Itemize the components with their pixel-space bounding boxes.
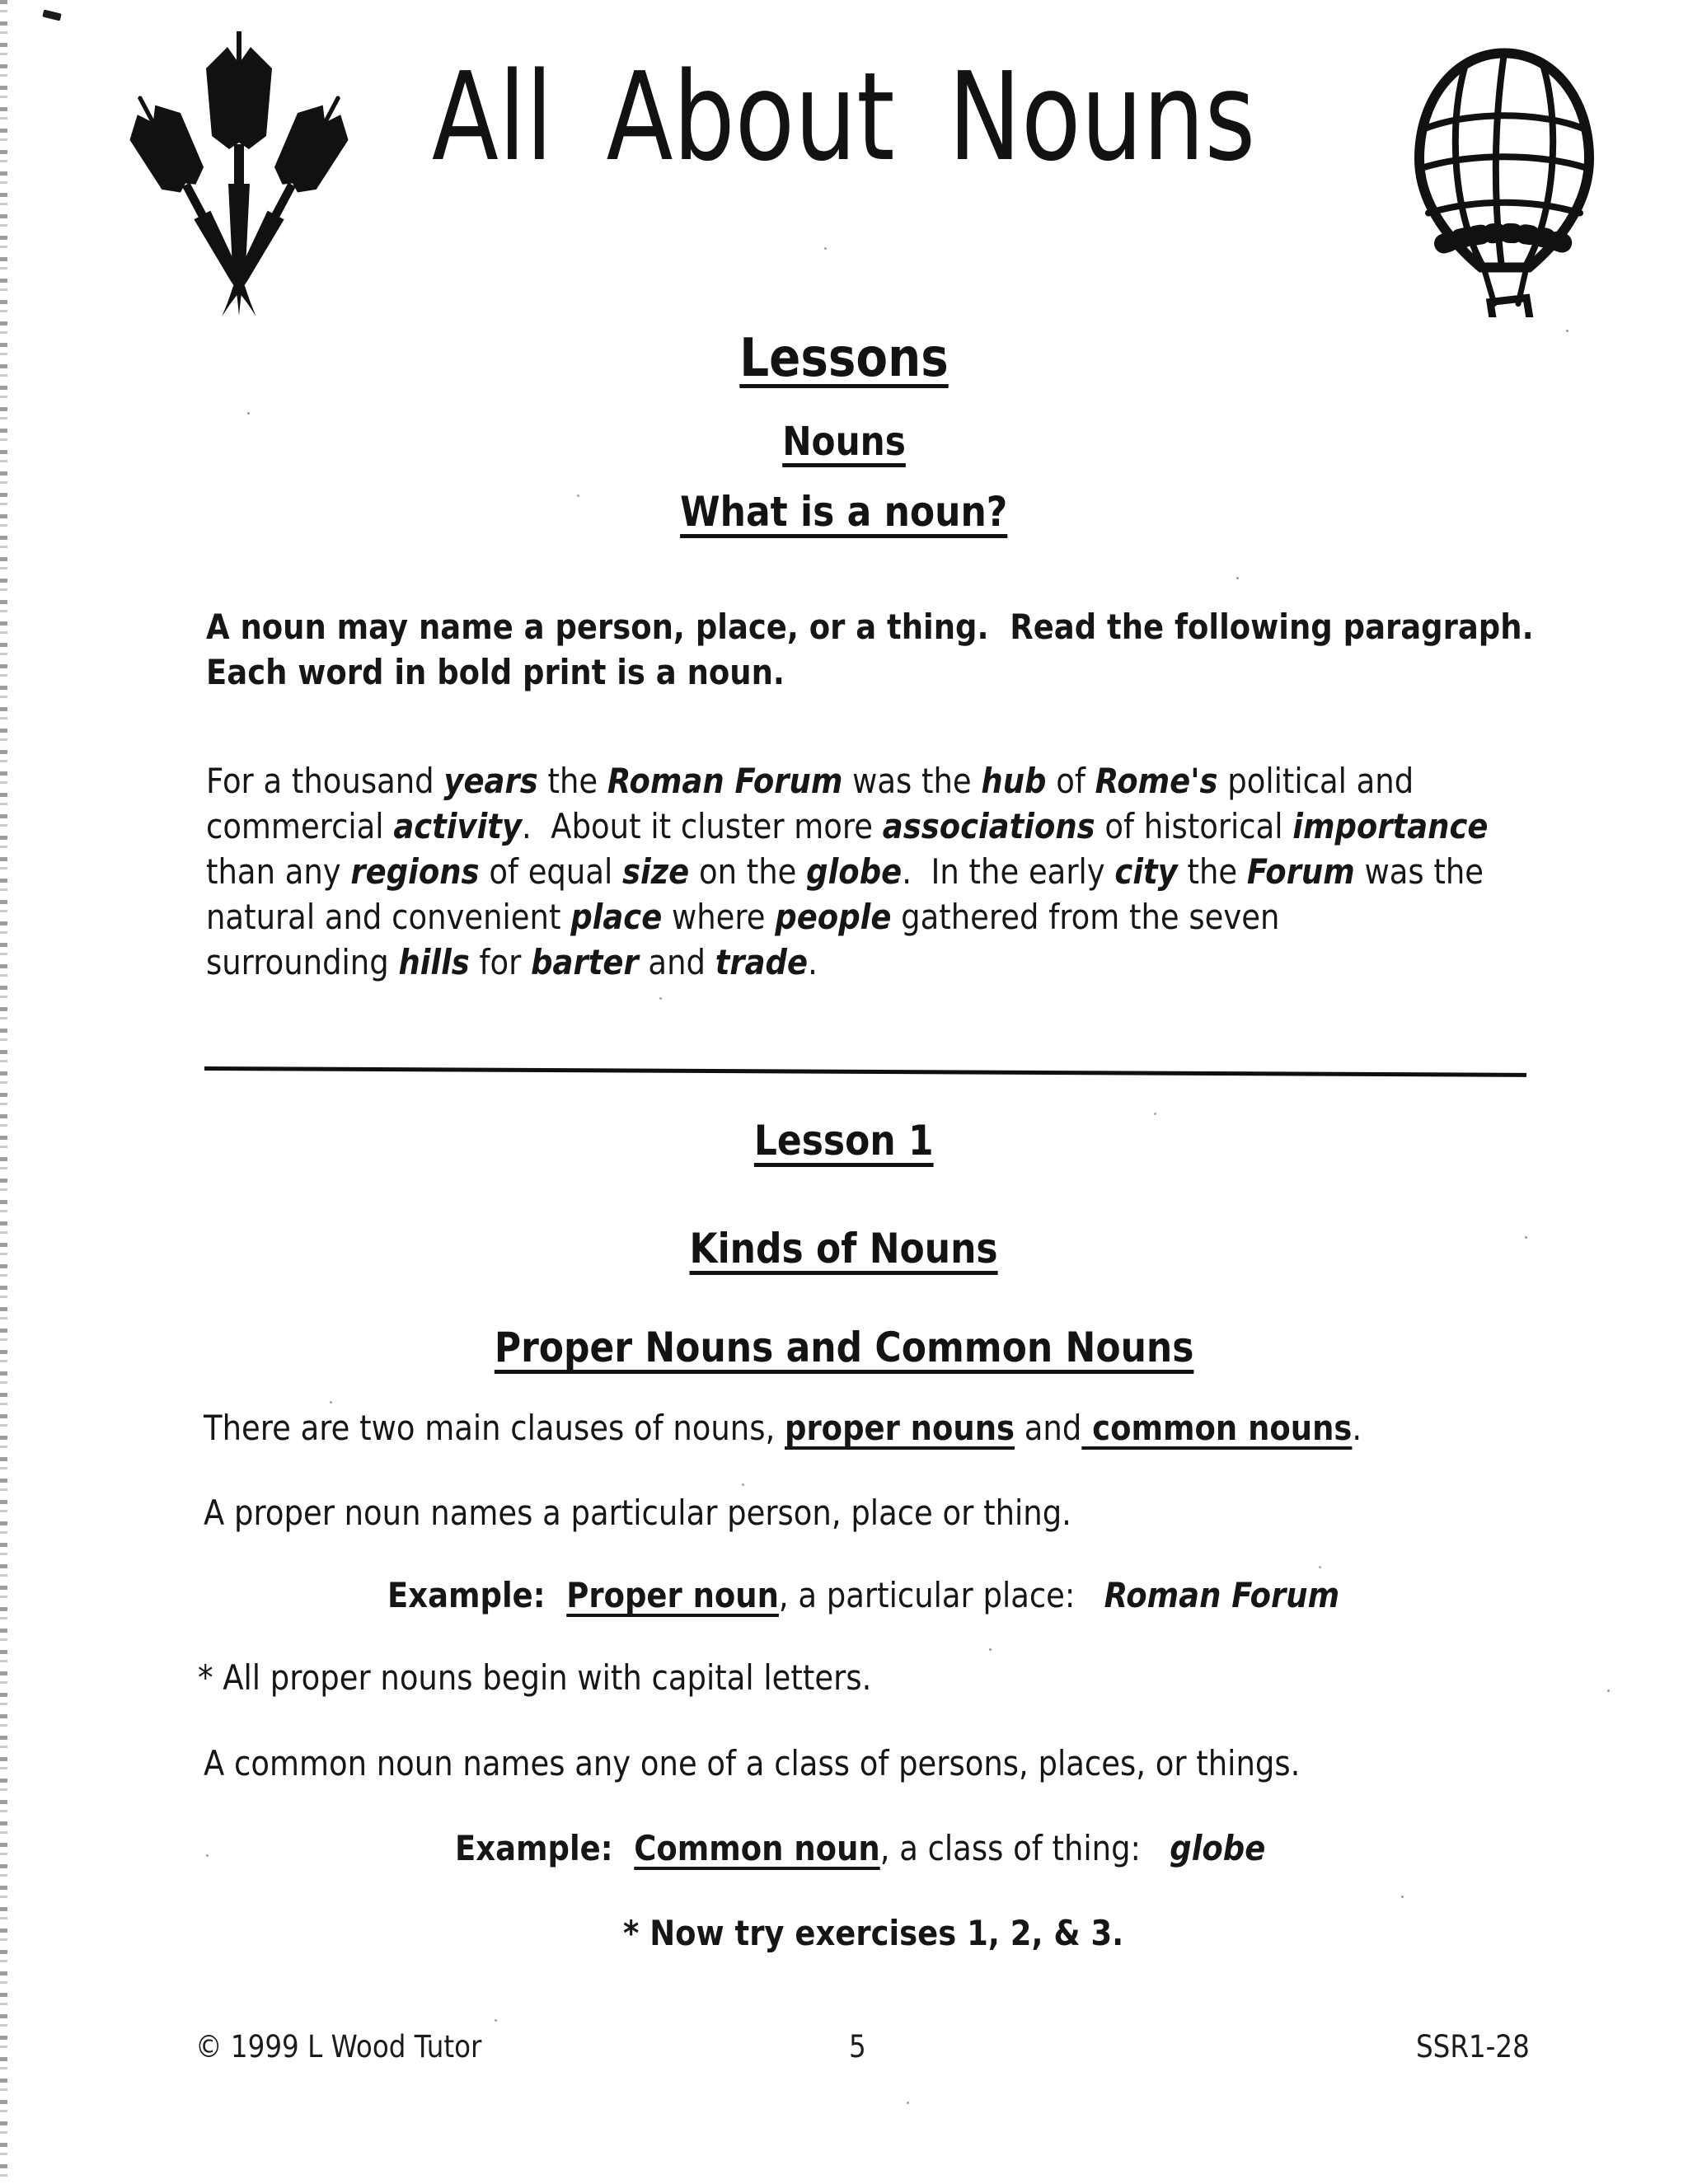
capital-letters-note-text: * All proper nouns begin with capital letters. bbox=[198, 1657, 872, 1698]
footer-document-code bbox=[1416, 2029, 1545, 2064]
heading-proper-and-common-nouns bbox=[0, 1324, 1688, 1371]
common-noun-example bbox=[455, 1825, 1376, 1871]
exercises-note-text: * Now try exercises 1, 2, & 3. bbox=[623, 1913, 1124, 1953]
page-title-text: All About Nouns bbox=[432, 46, 1256, 188]
heading-nouns bbox=[0, 419, 1688, 465]
section-divider-rule bbox=[204, 1066, 1526, 1077]
heading-proper-and-common-nouns-text: Proper Nouns and Common Nouns bbox=[494, 1324, 1194, 1371]
heading-lesson-1 bbox=[0, 1117, 1688, 1165]
heading-kinds-of-nouns bbox=[0, 1225, 1688, 1272]
intro-paragraph bbox=[206, 604, 1688, 695]
common-noun-definition-text: A common noun names any one of a class of persons, places, or things. bbox=[204, 1743, 1301, 1783]
hot-air-balloon-icon bbox=[1401, 41, 1607, 317]
scan-speck bbox=[42, 9, 62, 21]
common-noun-definition bbox=[204, 1741, 1450, 1786]
heading-kinds-of-nouns-text: Kinds of Nouns bbox=[689, 1225, 999, 1272]
footer-document-code-text: SSR1-28 bbox=[1416, 2029, 1530, 2064]
footer-copyright bbox=[195, 2029, 521, 2064]
heading-lessons-text: Lessons bbox=[739, 328, 949, 389]
two-clauses-line-text: There are two main clauses of nouns, proper nouns and common nouns. bbox=[204, 1408, 1362, 1448]
proper-noun-example bbox=[387, 1572, 1470, 1618]
footer-page-number bbox=[849, 2029, 869, 2064]
heading-lesson-1-text: Lesson 1 bbox=[754, 1117, 934, 1165]
exercises-note bbox=[623, 1910, 1192, 1956]
proper-noun-example-text: Example: Proper noun, a particular place: Roman Forum bbox=[387, 1575, 1340, 1615]
proper-noun-definition bbox=[204, 1490, 1190, 1535]
footer-page-number-text: 5 bbox=[849, 2029, 866, 2064]
scan-speckles bbox=[0, 0, 2, 2]
forum-paragraph-text: For a thousand years the Roman Forum was the hub of Rome's political and commercial activity. About it cluster more associations of historical importance than any regions of equal size on the globe. In the early city the Forum was the natural and convenient place where people gathered from the seven surrounding hills for barter and trade. bbox=[206, 761, 1489, 982]
capital-letters-note bbox=[198, 1655, 964, 1700]
heading-what-is-a-noun bbox=[0, 488, 1688, 536]
two-clauses-line bbox=[204, 1405, 1520, 1451]
footer-copyright-text: © 1999 L Wood Tutor bbox=[195, 2029, 482, 2064]
intro-paragraph-text: A noun may name a person, place, or a thing. Read the following paragraph. Each word in bold print is a noun. bbox=[206, 607, 1534, 692]
heading-nouns-text: Nouns bbox=[782, 419, 906, 465]
proper-noun-definition-text: A proper noun names a particular person, place or thing. bbox=[204, 1493, 1071, 1533]
heading-what-is-a-noun-text: What is a noun? bbox=[680, 488, 1008, 536]
heading-lessons bbox=[0, 328, 1688, 389]
common-noun-example-text: Example: Common noun, a class of thing: globe bbox=[455, 1828, 1266, 1868]
forum-paragraph bbox=[206, 758, 1663, 985]
